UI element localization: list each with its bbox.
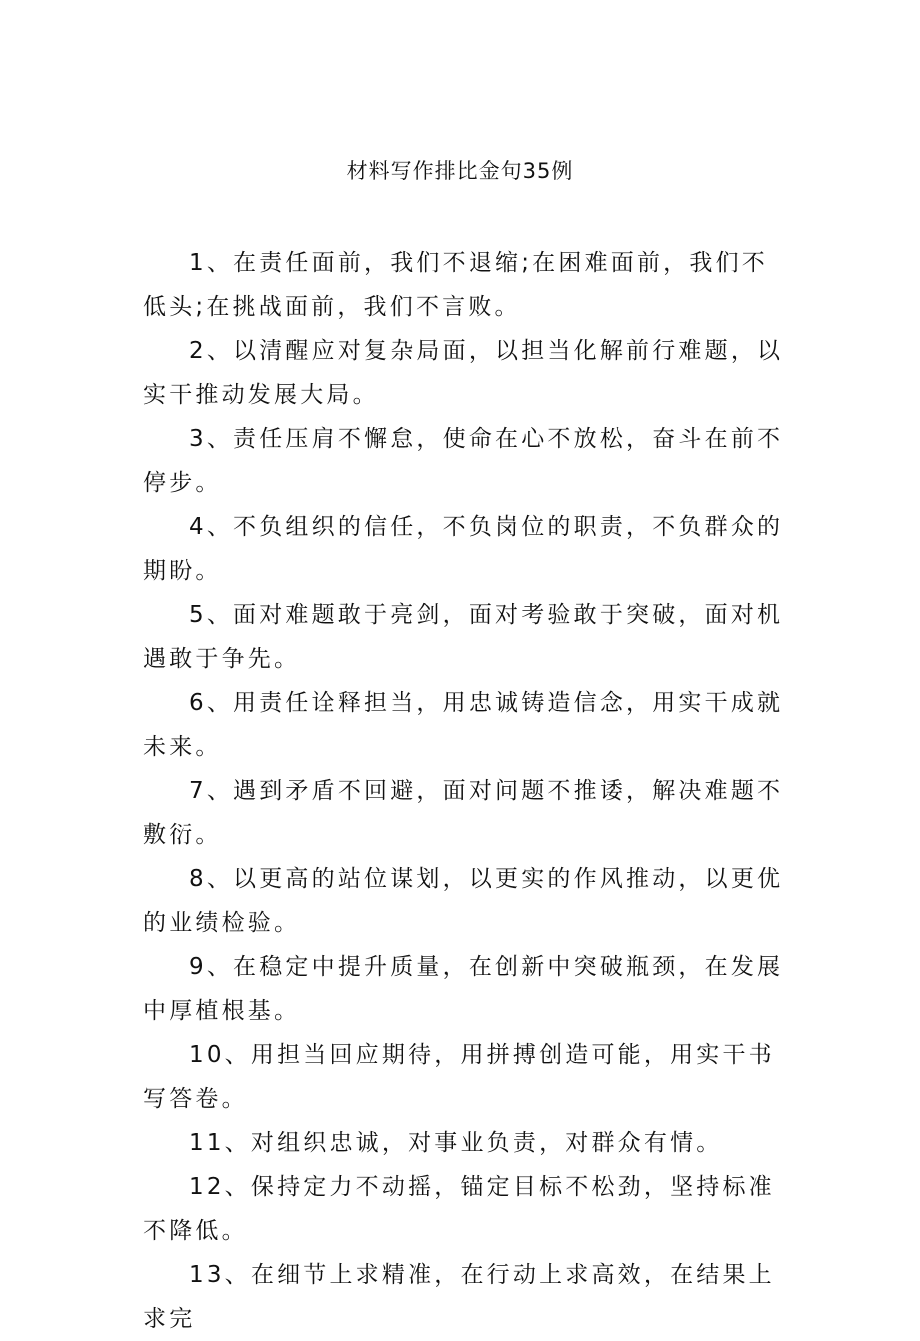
paragraph: 1、在责任面前，我们不退缩;在困难面前，我们不低头;在挑战面前，我们不言败。	[143, 250, 768, 320]
paragraph: 13、在细节上求精准，在行动上求高效，在结果上求完	[143, 1262, 775, 1332]
paragraph: 9、在稳定中提升质量，在创新中突破瓶颈，在发展中厚植根基。	[143, 954, 784, 1024]
paragraph: 12、保持定力不动摇，锚定目标不松劲，坚持标准不降低。	[143, 1174, 775, 1244]
paragraph: 3、责任压肩不懈怠，使命在心不放松，奋斗在前不停步。	[143, 426, 784, 496]
paragraph: 6、用责任诠释担当，用忠诚铸造信念，用实干成就未来。	[143, 690, 784, 760]
document-body	[143, 241, 793, 1341]
paragraph: 4、不负组织的信任，不负岗位的职责，不负群众的期盼。	[143, 514, 784, 584]
paragraph: 10、用担当回应期待，用拼搏创造可能，用实干书写答卷。	[143, 1042, 775, 1112]
paragraph: 2、以清醒应对复杂局面，以担当化解前行难题，以实干推动发展大局。	[143, 338, 784, 408]
document-title: 材料写作排比金句35例	[346, 159, 574, 183]
paragraph: 7、遇到矛盾不回避，面对问题不推诿，解决难题不敷衍。	[143, 778, 784, 848]
paragraph: 8、以更高的站位谋划，以更实的作风推动，以更优的业绩检验。	[143, 866, 784, 936]
paragraph: 11、对组织忠诚，对事业负责，对群众有情。	[189, 1130, 723, 1156]
paragraph: 5、面对难题敢于亮剑，面对考验敢于突破，面对机遇敢于争先。	[143, 602, 784, 672]
